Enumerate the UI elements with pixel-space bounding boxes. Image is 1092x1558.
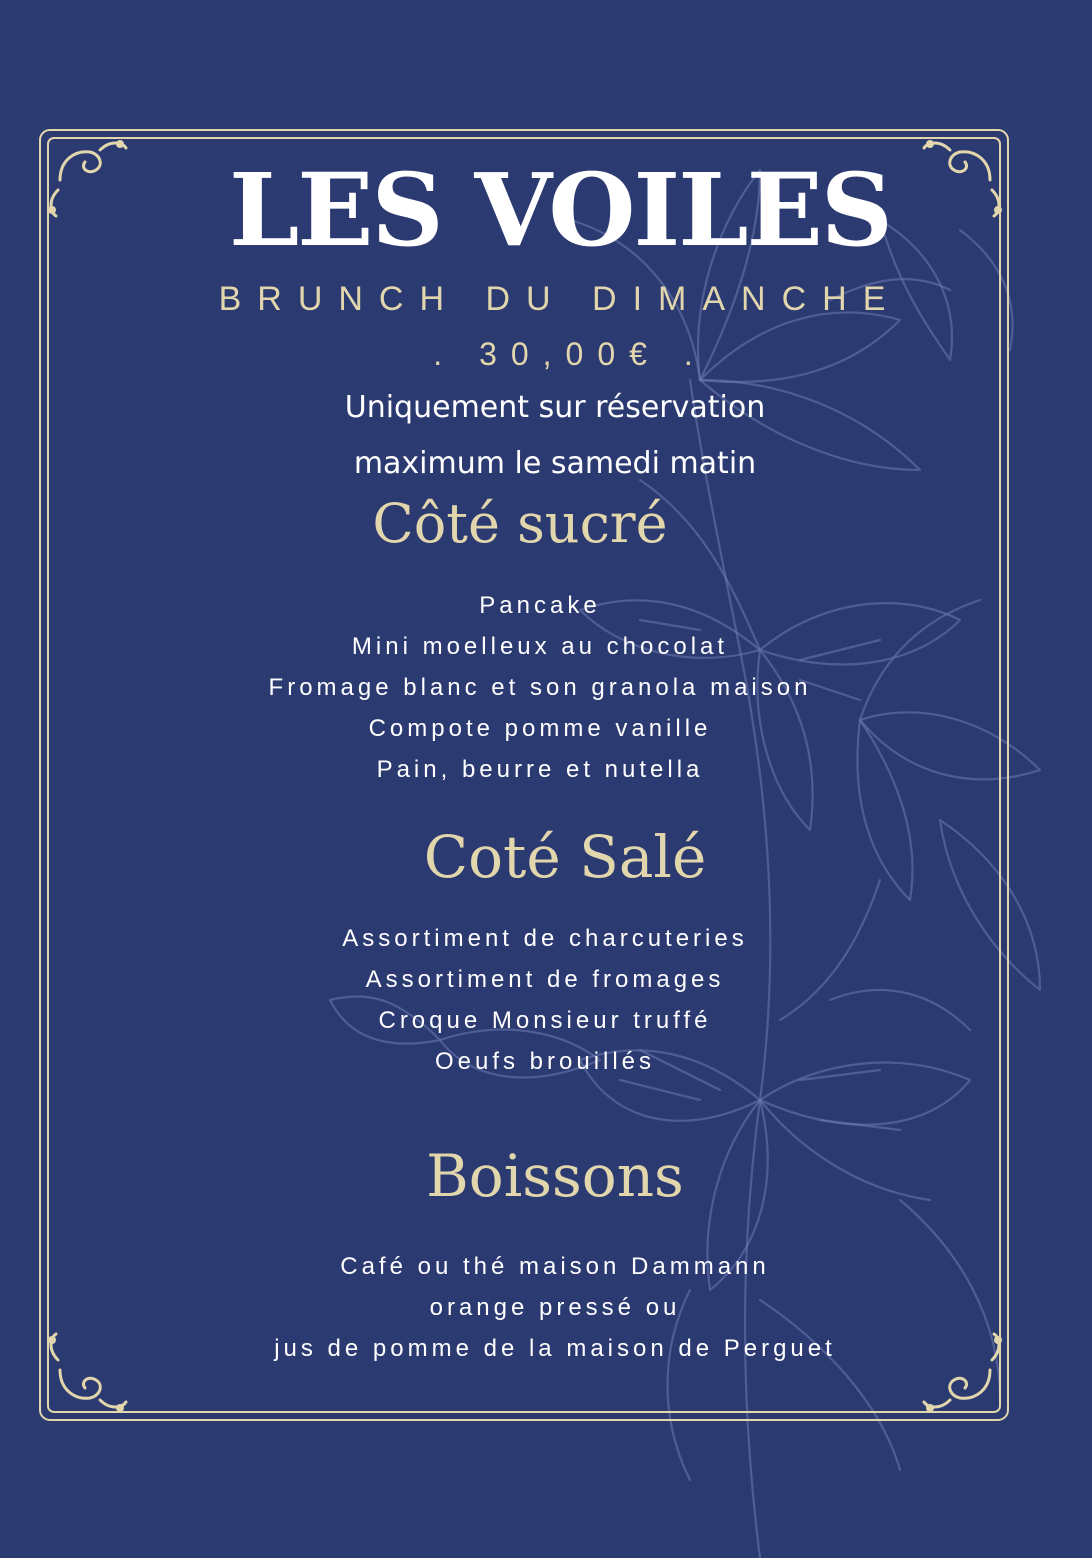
reservation-deadline-note: maximum le samedi matin [353, 446, 757, 481]
list-item: Oeufs brouillés [434, 1048, 656, 1075]
list-item: Pancake [479, 592, 601, 619]
list-item: jus de pomme de la maison de Perguet [274, 1335, 836, 1362]
section-title-sweet: Côté sucré [372, 492, 668, 555]
list-item: Compote pomme vanille [368, 715, 712, 742]
menu-price: . 30,00€ . [433, 336, 707, 372]
list-item: Assortiment de fromages [365, 966, 725, 993]
list-item: Croque Monsieur truffé [378, 1007, 712, 1034]
savory-items-list [150, 918, 940, 1082]
section-title-drinks: Boissons [426, 1142, 684, 1210]
list-item: Pain, beurre et nutella [376, 756, 704, 783]
section-title-savory: Coté Salé [423, 823, 707, 891]
drinks-items-list [160, 1246, 950, 1369]
sweet-items-list [145, 585, 935, 790]
reservation-note: Uniquement sur réservation [344, 390, 766, 425]
list-item: Fromage blanc et son granola maison [268, 674, 812, 701]
restaurant-title: LES VOILES [228, 151, 892, 269]
list-item: Café ou thé maison Dammann [340, 1253, 770, 1280]
list-item: Mini moelleux au chocolat [351, 633, 729, 660]
menu-subtitle: BRUNCH DU DIMANCHE [218, 280, 902, 318]
list-item: Assortiment de charcuteries [342, 925, 748, 952]
list-item: orange pressé ou [429, 1294, 681, 1321]
